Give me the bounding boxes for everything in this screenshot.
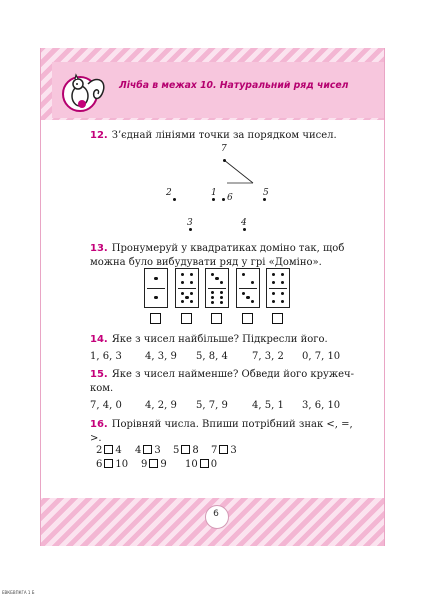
task-15-group[interactable]: 5, 7, 9: [196, 400, 228, 411]
comparison-left: 6: [96, 459, 103, 470]
domino-pip-bottom: [220, 296, 223, 299]
point-dot-2[interactable]: [173, 198, 176, 201]
domino-pip-bottom: [251, 300, 254, 303]
point-label-7: 7: [221, 144, 227, 154]
domino-pip-bottom: [272, 300, 275, 303]
domino-pip-bottom: [181, 300, 184, 303]
domino-pip-bottom: [185, 296, 188, 299]
domino-tile: [205, 268, 229, 308]
domino-pip-top: [242, 273, 245, 276]
task-15-number: 15.: [90, 369, 108, 380]
task-15-line-2: ком.: [90, 383, 114, 394]
domino-divider: [178, 288, 196, 289]
task-12-number: 12.: [90, 130, 108, 141]
domino-pip-bottom: [181, 292, 184, 295]
comparison-item: [96, 445, 122, 456]
domino-pip-bottom: [281, 292, 284, 295]
answer-box-4[interactable]: [242, 313, 253, 324]
answer-box-1[interactable]: [150, 313, 161, 324]
comparison-right: 9: [160, 459, 167, 470]
comparison-right: 10: [115, 459, 129, 470]
task-16-line-1: [90, 417, 353, 432]
task-14-group[interactable]: 4, 3, 9: [145, 351, 177, 362]
point-dot-5[interactable]: [263, 198, 266, 201]
domino-divider: [147, 288, 165, 289]
domino-tile: [266, 268, 290, 308]
point-dot-1[interactable]: [212, 198, 215, 201]
imprint-text: ЕВКБВПКГА 1 Б: [2, 590, 35, 595]
comparison-left: 4: [135, 445, 142, 456]
task-14-group[interactable]: 1, 6, 3: [90, 351, 122, 362]
domino-pip-top: [190, 273, 193, 276]
domino-pip-top: [220, 281, 223, 284]
task-14-text: Яке з чисел найбільше? Підкресли його.: [111, 334, 328, 345]
task-13-line-1: [90, 241, 344, 256]
comparison-item: [135, 445, 161, 456]
domino-pip-top: [272, 281, 275, 284]
comparison-left: 7: [211, 445, 218, 456]
domino-pip-bottom: [211, 296, 214, 299]
domino-divider: [208, 288, 226, 289]
comparison-left: 10: [185, 459, 198, 470]
point-dot-6[interactable]: [222, 198, 225, 201]
point-label-4: 4: [241, 218, 247, 228]
domino-pip-bottom: [154, 296, 157, 299]
domino-pip-bottom: [220, 301, 223, 304]
sign-box[interactable]: [104, 459, 113, 468]
sign-box[interactable]: [104, 445, 113, 454]
task-13-text-1: Пронумеруй у квадратиках доміно так, щоб: [111, 243, 345, 254]
domino-pip-top: [281, 273, 284, 276]
task-16-line-2: >.: [90, 433, 102, 444]
task-15-line-1: [90, 367, 354, 382]
point-label-2: 2: [166, 188, 172, 198]
task-15-group[interactable]: 4, 5, 1: [252, 400, 284, 411]
task-14-group[interactable]: 0, 7, 10: [302, 351, 341, 362]
task-15-group[interactable]: 4, 2, 9: [145, 400, 177, 411]
domino-pip-top: [272, 273, 275, 276]
domino-tile: [144, 268, 168, 308]
task-12-heading: [90, 128, 337, 143]
sign-box[interactable]: [200, 459, 209, 468]
answer-box-3[interactable]: [211, 313, 222, 324]
comparison-item: [173, 445, 199, 456]
domino-pip-top: [154, 277, 157, 280]
comparison-item: [185, 459, 217, 470]
task-14-group[interactable]: 7, 3, 2: [252, 351, 284, 362]
sign-box[interactable]: [181, 445, 190, 454]
comparison-right: 0: [210, 459, 218, 470]
squirrel-logo-icon: [58, 64, 114, 120]
point-label-6: 6: [227, 193, 233, 203]
point-label-5: 5: [263, 188, 269, 198]
comparison-right: 4: [115, 445, 122, 456]
answer-box-5[interactable]: [272, 313, 283, 324]
answer-box-2[interactable]: [181, 313, 192, 324]
task-16-number: 16.: [90, 419, 108, 430]
task-16-text-1: Порівняй числа. Впиши потрібний знак <, =,: [111, 419, 353, 430]
domino-pip-bottom: [242, 292, 245, 295]
task-12-text: З’єднай лініями точки за порядком чисел.: [111, 130, 337, 141]
comparison-item: [211, 445, 237, 456]
domino-pip-top: [181, 273, 184, 276]
page-number: 6: [213, 509, 219, 519]
task-14-group[interactable]: 5, 8, 4: [196, 351, 228, 362]
domino-divider: [239, 288, 257, 289]
domino-pip-top: [211, 273, 214, 276]
task-13-number: 13.: [90, 243, 108, 254]
comparison-left: 5: [173, 445, 180, 456]
sign-box[interactable]: [143, 445, 152, 454]
task-14-number: 14.: [90, 334, 108, 345]
domino-pip-top: [281, 281, 284, 284]
domino-pip-top: [181, 281, 184, 284]
sign-box[interactable]: [219, 445, 228, 454]
point-label-1: 1: [211, 188, 217, 198]
task-15-text-1: Яке з чисел найменше? Обведи його кружеч-: [111, 369, 355, 380]
domino-pip-bottom: [190, 300, 193, 303]
task-15-group[interactable]: 3, 6, 10: [302, 400, 341, 411]
domino-pip-bottom: [281, 300, 284, 303]
point-label-3: 3: [187, 218, 193, 228]
comparison-item: [96, 459, 128, 470]
domino-tile: [236, 268, 260, 308]
task-15-group[interactable]: 7, 4, 0: [90, 400, 122, 411]
task-13-line-2: можна було вибудувати ряд у грі «Доміно».: [90, 257, 322, 268]
point-dot-7[interactable]: [223, 159, 226, 162]
domino-pip-bottom: [211, 291, 214, 294]
right-margin-line: [384, 48, 385, 546]
comparison-left: 9: [141, 459, 148, 470]
domino-pip-top: [190, 281, 193, 284]
comparison-item: [141, 459, 167, 470]
domino-divider: [269, 288, 287, 289]
left-margin-line: [40, 48, 41, 546]
domino-pip-bottom: [211, 301, 214, 304]
domino-pip-bottom: [272, 292, 275, 295]
domino-pip-bottom: [190, 292, 193, 295]
sign-box[interactable]: [149, 459, 158, 468]
task-14-heading: [90, 332, 328, 347]
comparison-right: 3: [230, 445, 237, 456]
domino-pip-top: [215, 277, 218, 280]
domino-pip-top: [251, 281, 254, 284]
point-dot-3[interactable]: [189, 228, 192, 231]
comparison-right: 3: [154, 445, 161, 456]
domino-pip-bottom: [246, 296, 249, 299]
comparison-right: 8: [192, 445, 199, 456]
domino-pip-bottom: [220, 291, 223, 294]
point-dot-4[interactable]: [243, 228, 246, 231]
page-title: Лічба в межах 10. Натуральний ряд чисел: [119, 80, 349, 91]
domino-tile: [175, 268, 199, 308]
comparison-left: 2: [96, 445, 103, 456]
